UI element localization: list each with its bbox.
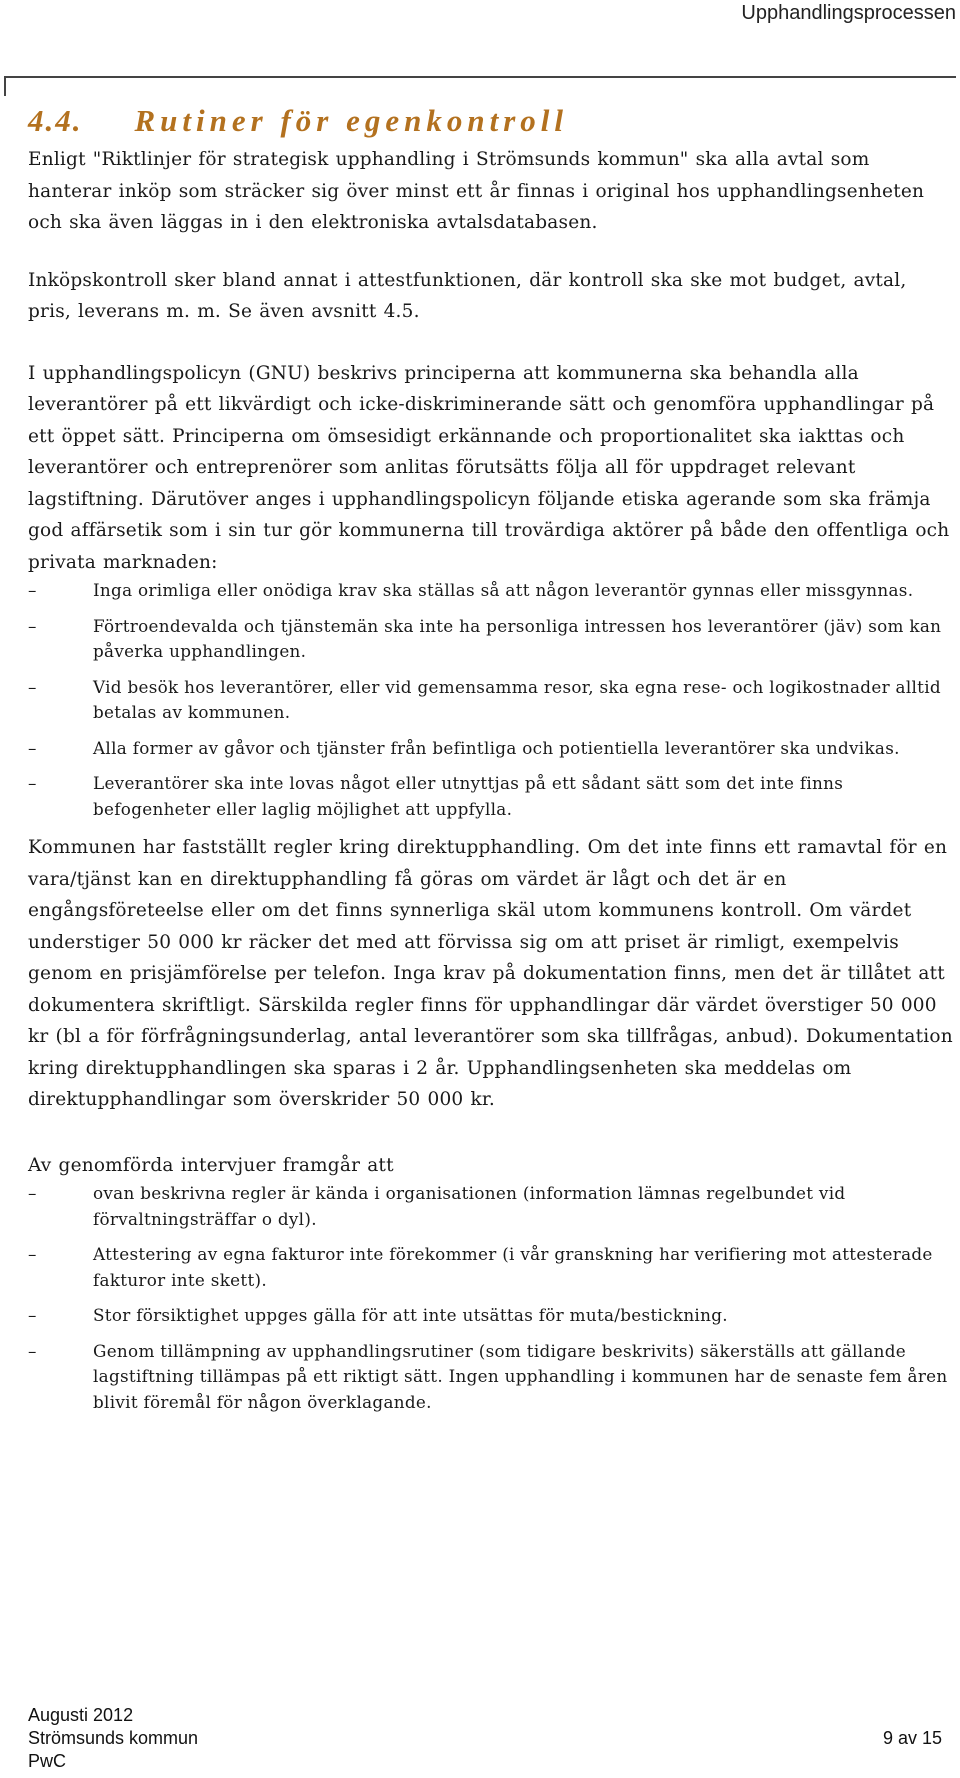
paragraph-inkopskontroll: Inköpskontroll sker bland annat i attestfunktionen, där kontroll ska ske mot budget, avtal, pris, leverans m. m. Se även avsnitt 4.5. [28,269,907,322]
running-header-title: Upphandlingsprocessen [741,2,956,24]
list-item [28,736,953,762]
footer-date: Augusti 2012 [28,1705,134,1725]
dash-bullet: – [28,1305,37,1325]
header-rule [4,76,956,78]
paragraph-policy: I upphandlingspolicyn (GNU) beskrivs principerna att kommunerna ska behandla alla leverantörer på ett likvärdigt och icke-diskriminerande sätt och genomföra upphandlingar på ett öppet sätt. Principerna om ömsesidigt erkännande och proportionalitet ska iakttas och leverantörer och entreprenörer som anlitas förutsätts följa all för uppdraget relevant lagstiftning. Därutöver anges i upphandlingspolicyn följande etiska agerande som ska främja god affärsetik som i sin tur gör kommunerna till trovärdiga aktörer på både den offentliga och privata marknaden: [28,362,950,573]
list-item [28,1303,953,1329]
page-footer [28,1704,948,1773]
paragraph-direktupphandling: Kommunen har fastställt regler kring direktupphandling. Om det inte finns ett ramavtal för en vara/tjänst kan en direktupphandling få göras om värdet är lågt och det är en engångsföreteelse eller om det finns synnerliga skäl utom kommunens kontroll. Om värdet understiger 50 000 kr räcker det med att förvissa sig om att priset är rimligt, exempelvis genom en prisjämförelse per telefon. Inga krav på dokumentation finns, men det är tillåtet att dokumentera skriftligt. Särskilda regler finns för upphandlingar där värdet överstiger 50 000 kr (bl a för förfrågningsunderlag, antal leverantörer som ska tillfrågas, anbud). Dokumentation kring direktupphandlingen ska sparas i 2 år. Upphandlingsenheten ska meddelas om direktupphandlingar som överskrider 50 000 kr. [28,837,953,1110]
list-item-text: Inga orimliga eller onödiga krav ska ställas så att någon leverantör gynnas eller missgynnas. [93,580,914,600]
interview-findings-list [28,1181,953,1415]
list-item-text: Alla former av gåvor och tjänster från befintliga och potientiella leverantörer ska undvikas. [93,737,900,758]
list-item [28,578,953,604]
list-item-text: ovan beskrivna regler är kända i organisationen (information lämnas regelbundet vid förvaltningsträffar o dyl). [93,1183,846,1229]
list-item-text: Stor försiktighet uppges gälla för att inte utsättas för muta/bestickning. [93,1305,728,1325]
list-item [28,771,953,822]
ethics-list [28,578,953,822]
list-item [28,614,953,665]
list-item-text: Förtroendevalda och tjänstemän ska inte ha personliga intressen hos leverantörer (jäv) som kan påverka upphandlingen. [93,615,942,661]
section-number: 4.4. [28,103,83,138]
footer-organization: Strömsunds kommun [28,1728,199,1748]
dash-bullet: – [28,1183,37,1203]
dash-bullet: – [28,773,37,793]
list-item-text: Genom tillämpning av upphandlingsrutiner (som tidigare beskrivits) säkerställs att gällande lagstiftning tillämpas på ett riktigt sätt. Ingen upphandling i kommunen har de senaste fem åren blivit föremål för någon överklagande. [93,1340,948,1412]
paragraph-intro: Enligt "Riktlinjer för strategisk upphandling i Strömsunds kommun" ska alla avtal som hanterar inköp som sträcker sig över minst ett år finnas i original hos upphandlingsenheten och ska även läggas in i den elektroniska avtalsdatabasen. [28,149,925,233]
page-number: 9 av 15 [882,1728,942,1748]
section-heading [28,98,953,144]
list-item [28,1242,953,1293]
footer-company: PwC [28,1751,67,1771]
dash-bullet: – [28,615,37,636]
paragraph-intervjuer: Av genomförda intervjuer framgår att [28,1154,394,1176]
list-item [28,1339,953,1416]
header-rule-corner [4,76,6,96]
dash-bullet: – [28,1244,37,1264]
list-item [28,1181,953,1232]
dash-bullet: – [28,676,37,697]
list-item-text: Attestering av egna fakturor inte förekommer (i vår granskning har verifiering mot attesterade fakturor inte skett). [93,1244,933,1290]
list-item-text: Vid besök hos leverantörer, eller vid gemensamma resor, ska egna rese- och logikostnader alltid betalas av kommunen. [93,676,941,722]
dash-bullet: – [28,1340,37,1361]
page-content [28,98,953,1415]
dash-bullet: – [28,580,37,600]
dash-bullet: – [28,737,37,758]
list-item-text: Leverantörer ska inte lovas något eller utnyttjas på ett sådant sätt som det inte finns befogenheter eller laglig möjlighet att uppfylla. [93,773,844,819]
section-title: Rutiner för egenkontroll [134,103,568,138]
list-item [28,675,953,726]
